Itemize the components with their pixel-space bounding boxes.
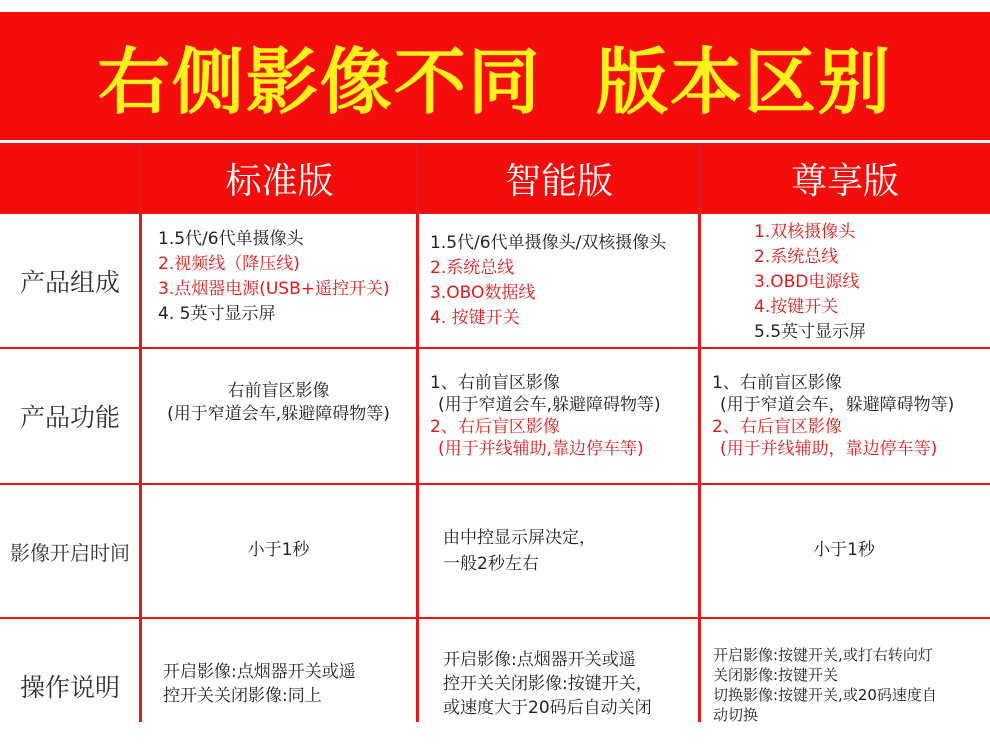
cell-operation-premium bbox=[713, 645, 937, 725]
title-banner bbox=[0, 12, 990, 140]
cell-composition-standard bbox=[158, 227, 390, 327]
grid-line bbox=[0, 347, 990, 349]
column-header-standard: 标准版 bbox=[225, 161, 334, 202]
grid-line bbox=[0, 617, 990, 619]
list-item: 4. 5英寸显示屏 bbox=[158, 304, 276, 324]
row-label-function: 产品功能 bbox=[19, 403, 120, 432]
cell-function-standard bbox=[141, 380, 416, 426]
list-item: 3.OBD电源线 bbox=[754, 272, 860, 292]
banner-title: 右侧影像不同 版本区别 bbox=[97, 40, 893, 124]
list-item: (用于窄道会车，躲避障碍物等) bbox=[720, 395, 955, 415]
list-item: 控开关关闭影像:按键开关， bbox=[443, 674, 653, 694]
list-item: 4. 按键开关 bbox=[430, 308, 520, 328]
cell-composition-smart bbox=[430, 231, 666, 331]
cell-function-smart bbox=[430, 372, 661, 460]
list-item: 开启影像:按键开关,或打右转向灯 bbox=[713, 646, 933, 664]
list-item: 1、右前盲区影像 bbox=[430, 373, 560, 393]
list-item: 1、右前盲区影像 bbox=[712, 373, 842, 393]
list-item: 2、右后盲区影像 bbox=[712, 417, 842, 437]
list-item: 关闭影像:按键开关 bbox=[713, 666, 839, 684]
list-item: 开启影像:点烟器开关或遥 bbox=[163, 662, 356, 682]
list-item: (用于窄道会车,躲避障碍物等) bbox=[438, 395, 661, 415]
row-label-startup-time: 影像开启时间 bbox=[10, 540, 130, 565]
list-item: 开启影像:点烟器开关或遥 bbox=[443, 650, 636, 670]
list-item: 4.按键开关 bbox=[754, 297, 839, 317]
list-item: 1.5代/6代单摄像头/双核摄像头 bbox=[430, 233, 667, 253]
list-item: 2.视频线（降压线) bbox=[158, 254, 300, 274]
list-item: 2、右后盲区影像 bbox=[430, 417, 560, 437]
list-item: 小于1秒 bbox=[247, 540, 310, 560]
list-item: 2.系统总线 bbox=[754, 247, 839, 267]
list-item: 小于1秒 bbox=[813, 540, 875, 560]
cell-time-smart bbox=[443, 525, 596, 577]
list-item: 由中控显示屏决定， bbox=[443, 528, 596, 548]
list-item: 一般2秒左右 bbox=[443, 554, 539, 574]
cell-function-premium bbox=[712, 372, 954, 460]
list-item: 动切换 bbox=[713, 706, 759, 724]
grid-line bbox=[416, 145, 419, 722]
column-header-smart: 智能版 bbox=[504, 161, 613, 202]
list-item: 3.点烟器电源(USB+遥控开关) bbox=[158, 279, 390, 299]
grid-line bbox=[0, 212, 990, 214]
list-item: 右前盲区影像 bbox=[227, 381, 330, 401]
row-label-composition: 产品组成 bbox=[19, 267, 120, 297]
list-item: (用于窄道会车,躲避障碍物等) bbox=[167, 404, 390, 424]
grid-line bbox=[0, 143, 990, 145]
grid-line bbox=[0, 483, 990, 485]
cell-time-premium bbox=[700, 538, 988, 563]
grid-line bbox=[698, 145, 701, 722]
cell-time-standard bbox=[141, 538, 416, 563]
cell-operation-smart bbox=[443, 648, 653, 720]
list-item: 5.5英寸显示屏 bbox=[754, 322, 867, 342]
list-item: 3.OBO数据线 bbox=[430, 283, 536, 303]
list-item: 1.5代/6代单摄像头 bbox=[158, 229, 304, 249]
list-item: 控开关关闭影像:同上 bbox=[163, 686, 322, 706]
list-item: (用于并线辅助，靠边停车等) bbox=[720, 439, 938, 459]
row-label-operation: 操作说明 bbox=[19, 672, 120, 702]
column-header-premium: 尊享版 bbox=[790, 161, 899, 202]
list-item: 切换影像:按键开关,或20码速度自 bbox=[713, 686, 937, 704]
list-item: 1.双核摄像头 bbox=[754, 222, 856, 242]
cell-composition-premium bbox=[754, 220, 866, 345]
list-item: (用于并线辅助,靠边停车等) bbox=[438, 439, 644, 459]
list-item: 或速度大于20码后自动关闭 bbox=[443, 698, 652, 718]
list-item: 2.系统总线 bbox=[430, 258, 515, 278]
cell-operation-standard bbox=[163, 660, 356, 708]
